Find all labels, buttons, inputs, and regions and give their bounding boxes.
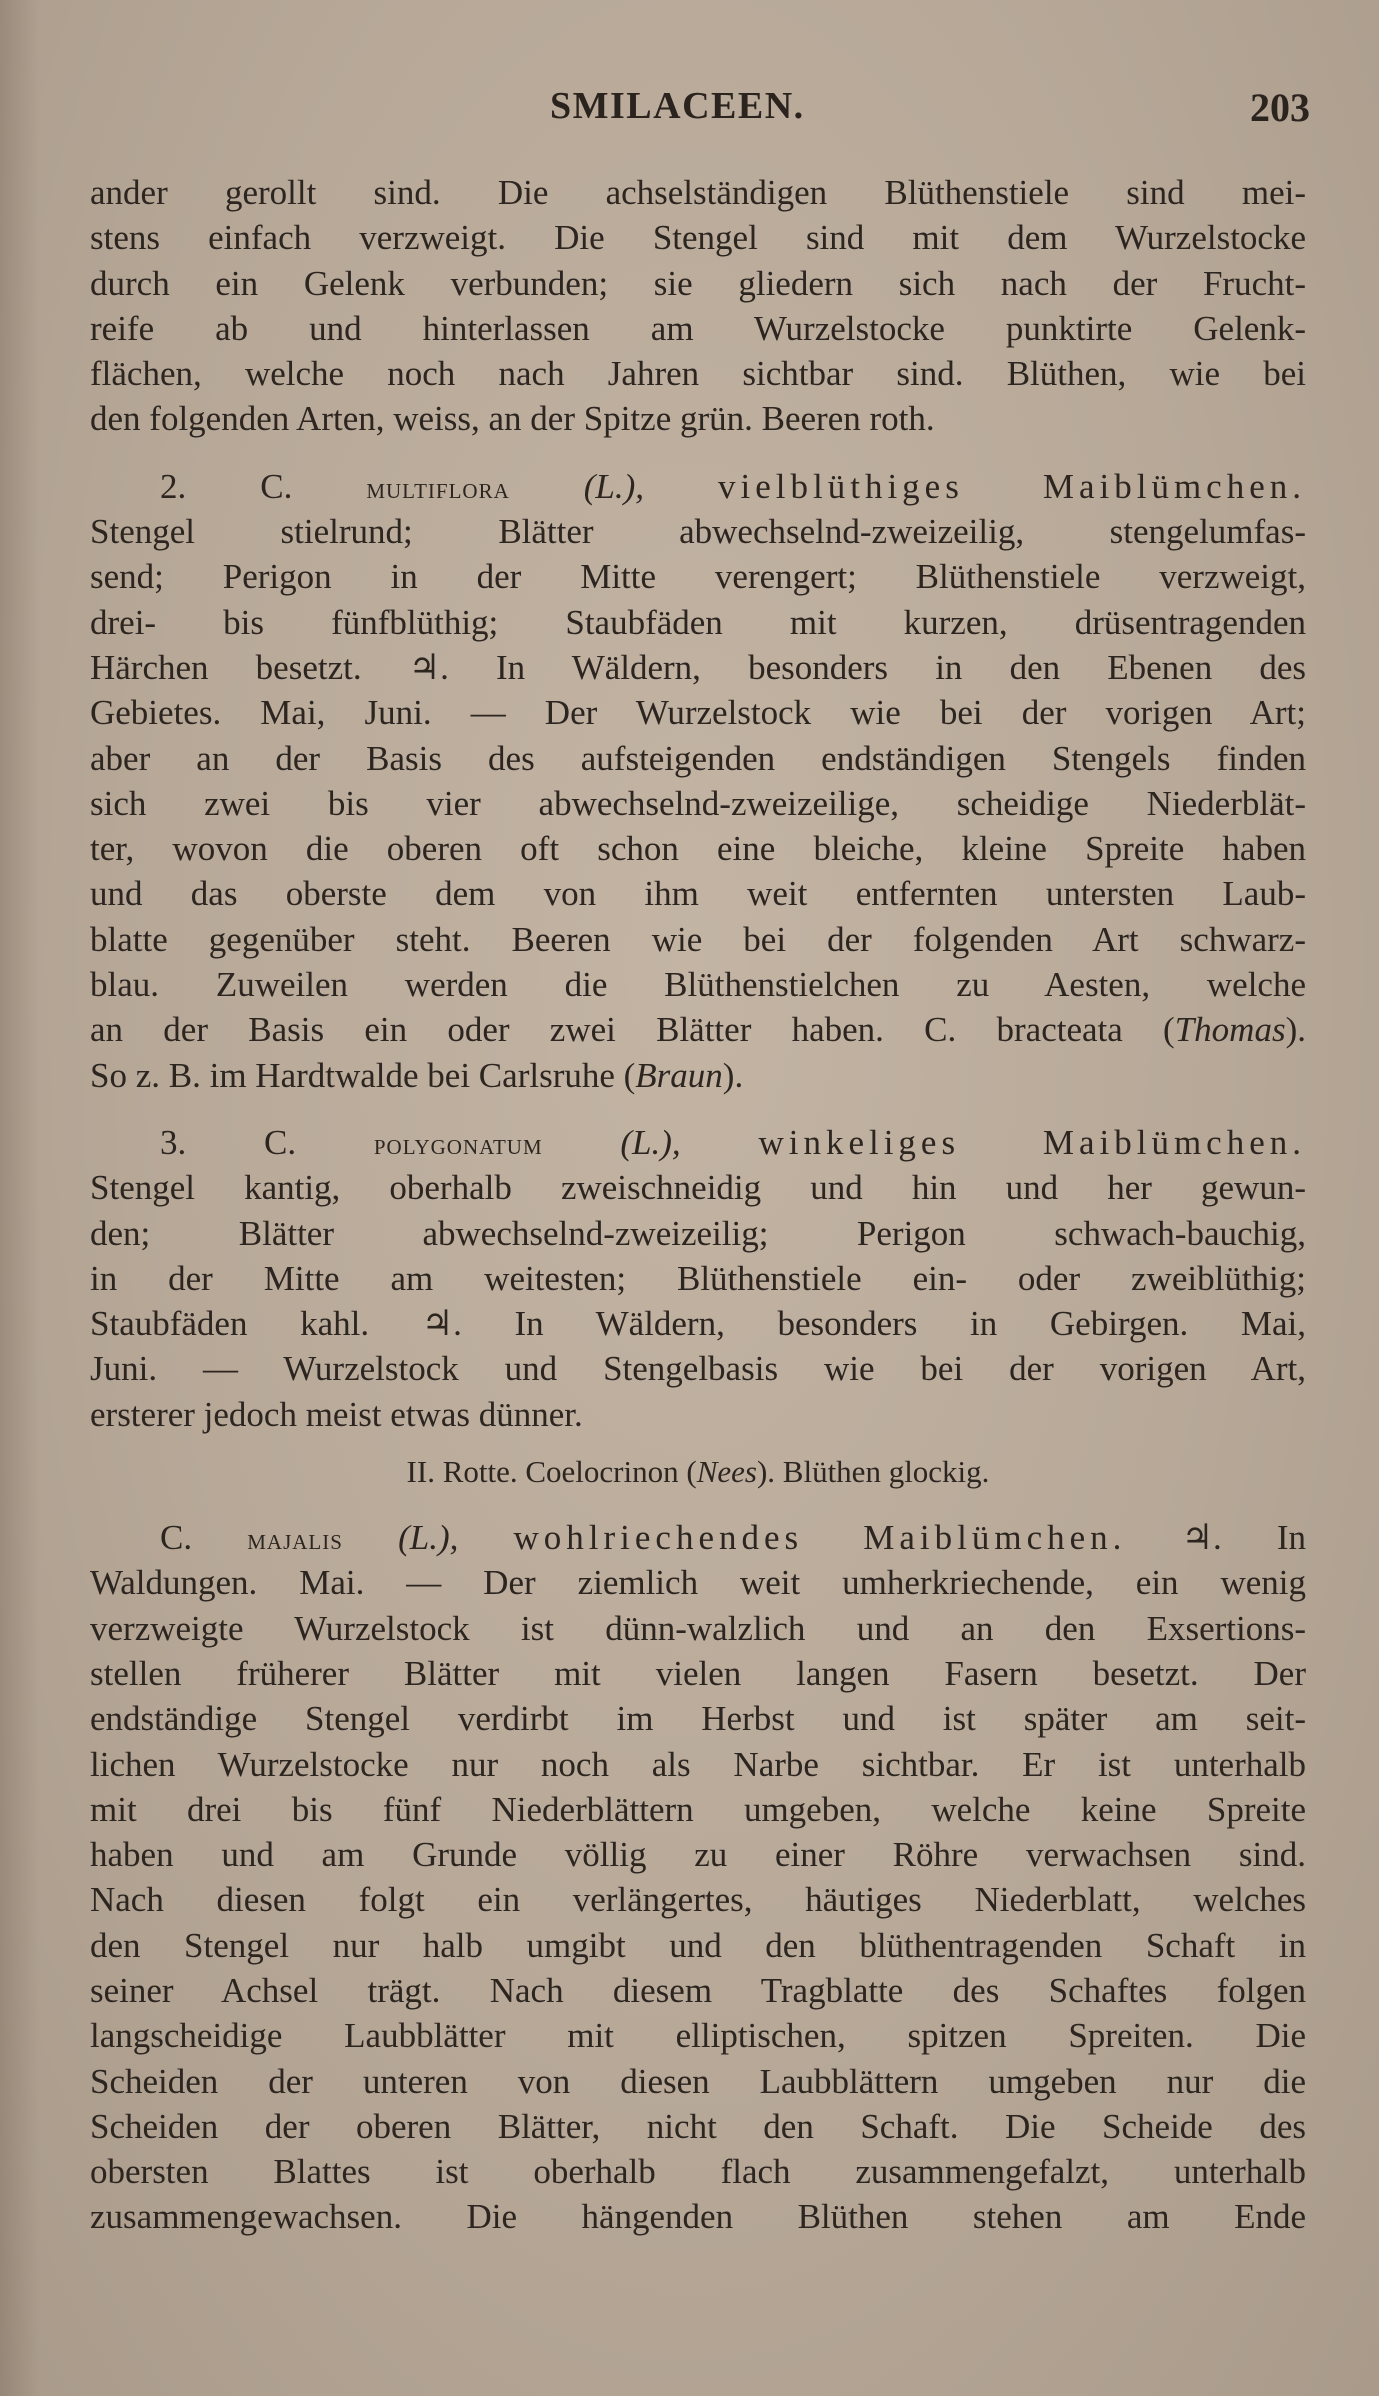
text-line: obersten Blattes ist oberhalb flach zusammengefalzt, unterhalb [90, 2152, 1306, 2192]
text-line: seiner Achsel trägt. Nach diesem Tragblatte des Schaftes folgen [90, 1970, 1306, 2010]
text-line: ander gerollt sind. Die achselständigen Blüthenstiele sind mei- [90, 173, 1306, 212]
text-line: haben und am Grunde völlig zu einer Röhre verwachsen sind. [90, 1835, 1306, 1875]
text-line: Nach diesen folgt ein verlängertes, häutiges Niederblatt, welches [90, 1880, 1306, 1920]
text-line: sich zwei bis vier abwechselnd-zweizeilige, scheidige Niederblät- [90, 783, 1306, 823]
text-line: aber an der Basis des aufsteigenden endständigen Stengels finden [90, 738, 1306, 778]
running-head [90, 84, 1310, 144]
species-entry-majalis [90, 1515, 1306, 2240]
species-heading-line [90, 1120, 1306, 1165]
text-line: mit drei bis fünf Niederblättern umgeben, welche keine Spreite [90, 1789, 1306, 1829]
text-line: verzweigte Wurzelstock ist dünn-walzlich und an den Exsertions- [90, 1608, 1306, 1648]
text-line: flächen, welche noch nach Jahren sichtbar sind. Blüthen, wie bei [90, 354, 1306, 394]
text-line: endständige Stengel verdirbt im Herbst und ist später am seit- [90, 1699, 1306, 1739]
species-author: (L.), [398, 1518, 459, 1558]
text-line: durch ein Gelenk verbunden; sie gliedern sich nach der Frucht- [90, 263, 1306, 303]
species-entry-multiflora [90, 464, 1306, 1098]
text-line: drei- bis fünfblüthig; Staubfäden mit kurzen, drüsentragenden [90, 602, 1306, 642]
text-line [90, 1007, 1306, 1052]
common-name: vielblüthiges Maiblümchen. [718, 466, 1306, 506]
text-line: Scheiden der oberen Blätter, nicht den Schaft. Die Scheide des [90, 2106, 1306, 2146]
text-fragment: ♃. In [1181, 1518, 1306, 1558]
text-line: Staubfäden kahl. ♃. In Wäldern, besonders in Gebirgen. Mai, [90, 1304, 1306, 1344]
text-line: blatte gegenüber steht. Beeren wie bei der folgenden Art schwarz- [90, 919, 1306, 959]
species-number: 2. C. [160, 466, 293, 506]
text-line: stens einfach verzweigt. Die Stengel sind mit dem Wurzelstocke [90, 218, 1306, 258]
page-edge-shadow [0, 0, 40, 2396]
section-heading-text: II. Rotte. Coelocrinon ( [406, 1454, 697, 1490]
text-fragment: an der Basis ein oder zwei Blätter haben. C. bracteata ( [90, 1010, 1175, 1050]
section-heading-text: ). Blüthen glockig. [756, 1454, 990, 1490]
species-number: C. [160, 1518, 193, 1558]
species-author: (L.), [583, 466, 645, 506]
text-line: ter, wovon die oberen oft schon eine bleiche, kleine Spreite haben [90, 829, 1306, 869]
species-name: majalis [247, 1523, 343, 1557]
text-line: den; Blätter abwechselnd-zweizeilig; Perigon schwach-bauchig, [90, 1213, 1306, 1253]
paragraph-gap [90, 442, 1306, 464]
section-author: Nees [696, 1454, 757, 1490]
text-line: den Stengel nur halb umgibt und den blüthentragenden Schaft in [90, 1925, 1306, 1965]
text-line: blau. Zuweilen werden die Blüthenstielchen zu Aesten, welche [90, 965, 1306, 1005]
species-name: polygonatum [373, 1127, 543, 1161]
text-line: Juni. — Wurzelstock und Stengelbasis wie bei der vorigen Art, [90, 1349, 1306, 1389]
text-line: send; Perigon in der Mitte verengert; Blüthenstiele verzweigt, [90, 557, 1306, 597]
common-name: wohlriechendes Maiblümchen. [513, 1518, 1127, 1558]
text-line: Härchen besetzt. ♃. In Wäldern, besonders in den Ebenen des [90, 647, 1306, 687]
text-line: reife ab und hinterlassen am Wurzelstocke punktirte Gelenk- [90, 308, 1306, 348]
section-heading [90, 1443, 1306, 1501]
text-line: zusammengewachsen. Die hängenden Blüthen stehen am Ende [90, 2197, 1306, 2237]
text-line [90, 1053, 1306, 1098]
text-line: langscheidige Laubblätter mit elliptischen, spitzen Spreiten. Die [90, 2016, 1306, 2056]
species-heading-line [90, 464, 1306, 509]
text-line: in der Mitte am weitesten; Blüthenstiele ein- oder zweiblüthig; [90, 1258, 1306, 1298]
running-title: SMILACEEN. [550, 85, 805, 127]
paragraph-gap [90, 1098, 1306, 1120]
text-line: Gebietes. Mai, Juni. — Der Wurzelstock wie bei der vorigen Art; [90, 693, 1306, 733]
text-line: lichen Wurzelstocke nur noch als Narbe sichtbar. Er ist unterhalb [90, 1744, 1306, 1784]
text-line: stellen früherer Blätter mit vielen langen Fasern besetzt. Der [90, 1653, 1306, 1693]
text-fragment: So z. B. im Hardtwalde bei Carlsruhe ( [90, 1055, 636, 1095]
text-line: Waldungen. Mai. — Der ziemlich weit umherkriechende, ein wenig [90, 1563, 1306, 1603]
text-fragment: ). [1285, 1010, 1306, 1050]
species-name: multiflora [366, 471, 510, 505]
page-number: 203 [1250, 85, 1310, 130]
text-line: Stengel stielrund; Blätter abwechselnd-zweizeilig, stengelumfas- [90, 512, 1306, 552]
text-line: und das oberste dem von ihm weit entfernten untersten Laub- [90, 874, 1306, 914]
paragraph-continuation [90, 170, 1306, 442]
text-fragment: ). [722, 1055, 744, 1095]
text-line: ersterer jedoch meist etwas dünner. [90, 1394, 583, 1434]
text-line: Scheiden der unteren von diesen Laubblättern umgeben nur die [90, 2061, 1306, 2101]
body-text [90, 170, 1306, 2240]
author-citation: Thomas [1174, 1010, 1286, 1050]
common-name: winkeliges Maiblümchen. [758, 1122, 1306, 1162]
species-number: 3. C. [160, 1122, 297, 1162]
species-entry-polygonatum [90, 1120, 1306, 1437]
species-author: (L.), [620, 1122, 681, 1162]
species-heading-line [90, 1515, 1306, 1560]
text-line: den folgenden Arten, weiss, an der Spitze grün. Beeren roth. [90, 399, 935, 439]
text-line: Stengel kantig, oberhalb zweischneidig und hin und her gewun- [90, 1168, 1306, 1208]
author-citation: Braun [635, 1055, 723, 1095]
